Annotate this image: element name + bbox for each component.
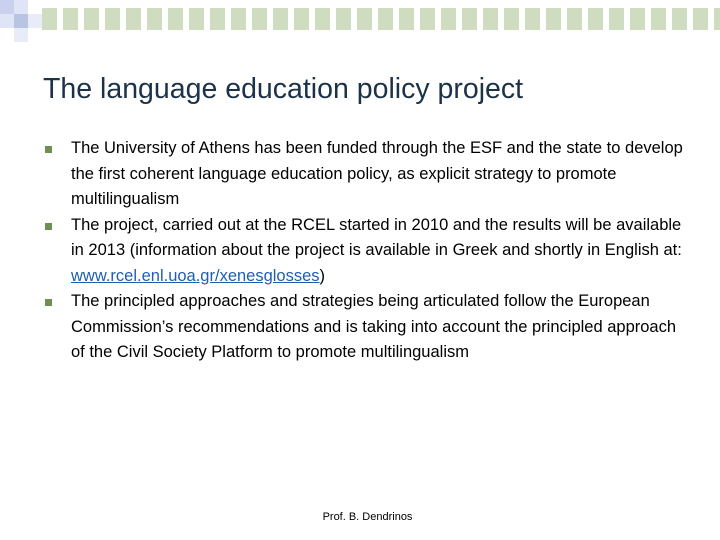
header-decoration-square bbox=[231, 8, 246, 30]
header-decoration-square bbox=[273, 8, 288, 30]
header-decoration-square bbox=[483, 8, 498, 30]
square-bullet-icon bbox=[45, 146, 52, 153]
header-decoration-square bbox=[504, 8, 519, 30]
header-decoration-square bbox=[588, 8, 603, 30]
header-decoration-square bbox=[609, 8, 624, 30]
square-bullet-icon bbox=[45, 299, 52, 306]
header-decoration-square bbox=[630, 8, 645, 30]
header-decoration-square bbox=[105, 8, 120, 30]
header-decoration-square bbox=[210, 8, 225, 30]
header-decoration-square bbox=[546, 8, 561, 30]
bullet-text-closing: ) bbox=[319, 266, 326, 285]
header-decoration-square bbox=[714, 8, 720, 30]
header-decoration-square bbox=[525, 8, 540, 30]
header-decoration-square bbox=[252, 8, 267, 30]
slide-title: The language education policy project bbox=[43, 73, 524, 105]
header-decoration-square bbox=[147, 8, 162, 30]
header-decoration-square bbox=[315, 8, 330, 30]
bullet-text: The University of Athens has been funded through the ESF and the state to develop the first coherent language education policy, as explicit strategy to promote multilingualism bbox=[71, 139, 683, 208]
header-decoration-square bbox=[651, 8, 666, 30]
header-decoration-square bbox=[378, 8, 393, 30]
header-decoration-square bbox=[399, 8, 414, 30]
header-decoration-square bbox=[693, 8, 708, 30]
footer-author: Prof. B. Dendrinos bbox=[322, 511, 413, 523]
header-decoration-square bbox=[294, 8, 309, 30]
square-bullet-icon bbox=[45, 223, 52, 230]
bullet-item-funding bbox=[43, 136, 683, 213]
project-website-link[interactable]: www.rcel.enl.uoa.gr/xenesglosses bbox=[71, 266, 320, 285]
bullet-text: The project, carried out at the RCEL started in 2010 and the results will be available in 2013 (information about the project is available in Greek and shortly in English at: bbox=[71, 215, 682, 259]
header-decoration-square bbox=[63, 8, 78, 30]
header-decoration-square bbox=[357, 8, 372, 30]
header-decoration-square bbox=[672, 8, 687, 30]
header-decoration-square bbox=[567, 8, 582, 30]
header-decoration-square bbox=[189, 8, 204, 30]
header-decoration-square bbox=[168, 8, 183, 30]
header-decoration-square bbox=[462, 8, 477, 30]
bullet-item-project bbox=[43, 213, 683, 290]
corner-decoration bbox=[0, 0, 60, 42]
header-decoration-square bbox=[336, 8, 351, 30]
bullet-text: The principled approaches and strategies being articulated follow the European Commission’s recommendations and is taking into account the principled approach of the Civil Society Platform to promote multilingualism bbox=[71, 292, 677, 361]
header-decoration-square bbox=[126, 8, 141, 30]
bullet-item-approaches bbox=[43, 289, 683, 366]
bullet-list bbox=[43, 136, 683, 366]
header-decoration-square bbox=[441, 8, 456, 30]
header-decoration-band bbox=[0, 8, 720, 30]
header-decoration-square bbox=[84, 8, 99, 30]
header-decoration-square bbox=[420, 8, 435, 30]
